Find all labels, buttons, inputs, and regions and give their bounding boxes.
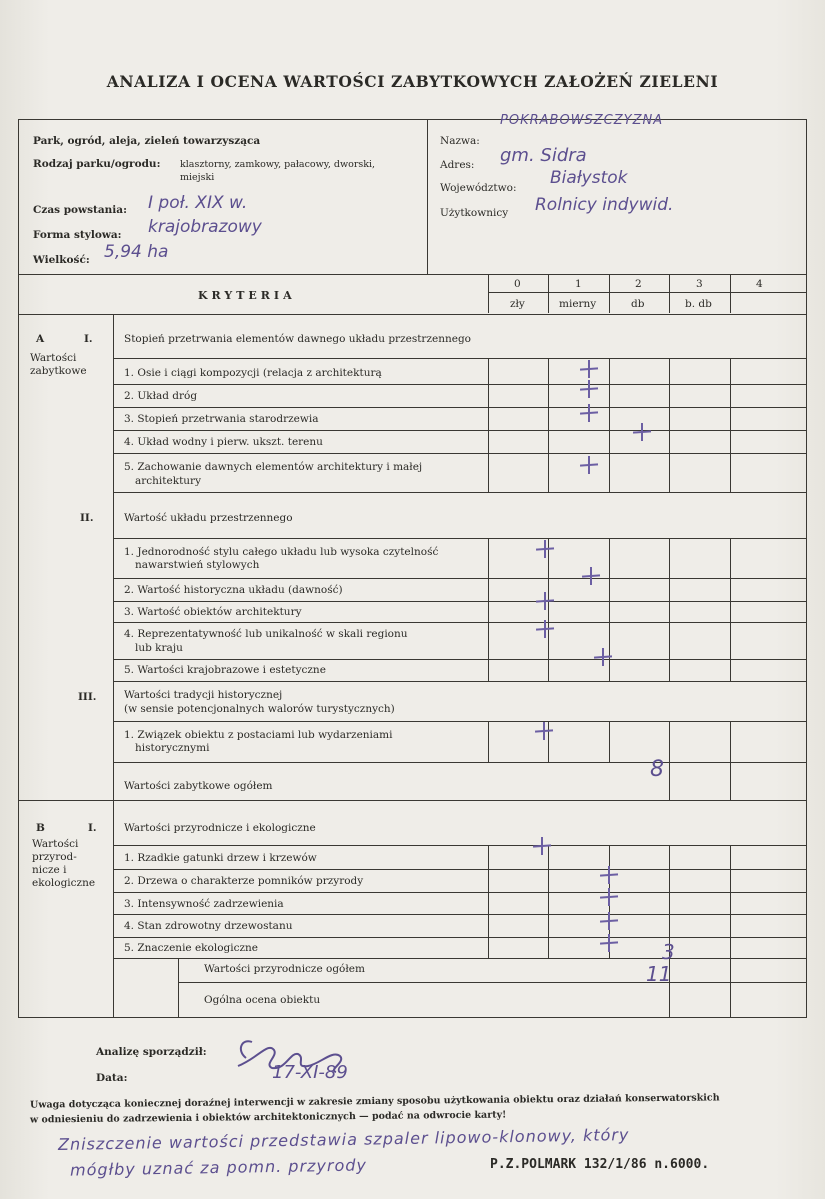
section-b-title: Wartości przyrodnicze i ekologiczne — [124, 822, 316, 834]
b-item4-mark — [600, 912, 618, 930]
score-3: 3 — [696, 278, 703, 290]
overall-label: Ogólna ocena obiektu — [204, 994, 321, 1006]
g1-row-4-bottom — [113, 453, 807, 454]
b-item-5: 5. Znaczenie ekologiczne — [124, 942, 259, 954]
category-divider — [113, 314, 114, 1017]
g1-item-1: 1. Osie i ciągi kompozycji (relacja z architekturą — [124, 367, 382, 379]
score-1: 1 — [575, 278, 582, 290]
frame-bottom — [18, 1017, 807, 1018]
park-label: Park, ogród, aleja, zieleń towarzysząca — [33, 135, 261, 147]
printer-imprint: P.Z.POLMARK 132/1/86 n.6000. — [490, 1157, 710, 1172]
g2-item-5: 5. Wartości krajobrazowe i estetyczne — [124, 664, 326, 676]
g2-item-3: 3. Wartość obiektów architektury — [124, 606, 302, 618]
czas-value: I poł. XIX w. — [148, 193, 248, 213]
g1-item5-mark — [580, 456, 598, 474]
section-a-name-2: zabytkowe — [30, 365, 87, 377]
g3-item1-mark — [535, 722, 553, 740]
czas-label: Czas powstania: — [33, 204, 127, 216]
section-b-top — [113, 845, 807, 846]
total-a-value: 8 — [650, 757, 664, 782]
g1-item3-mark — [580, 404, 598, 422]
section-a-bottom — [18, 800, 807, 801]
g3-item-1-cont: historycznymi — [135, 742, 210, 754]
score-name-1: mierny — [559, 298, 597, 310]
score-name-2: db — [631, 298, 645, 310]
b-item5-mark — [600, 934, 618, 952]
g2-item-4: 4. Reprezentatywność lub unikalność w skali regionu — [124, 628, 408, 640]
data-label: Data: — [96, 1072, 128, 1084]
g2-col-3 — [669, 538, 670, 681]
section-b-name-2: przyrod- — [32, 851, 77, 863]
b-row-3-bottom — [113, 914, 807, 915]
header-bottom — [18, 274, 807, 275]
sporzadzil-label: Analizę sporządził: — [96, 1046, 207, 1058]
b-item3-mark — [600, 888, 618, 906]
object-name-value: POKRABOWSZCZYZNA — [500, 113, 664, 128]
g2-item-4-cont: lub kraju — [135, 642, 183, 654]
g1-col-4 — [730, 358, 731, 492]
group3-title-1: Wartości tradycji historycznej — [124, 689, 283, 701]
group1-top — [113, 358, 807, 359]
g2-col-4 — [730, 538, 731, 681]
total-b-value: 3 — [662, 940, 675, 964]
uzytkownicy-value: Rolnicy indywid. — [535, 195, 674, 215]
header-divider — [427, 119, 428, 274]
total-a-box-left — [669, 762, 670, 800]
group2-title: Wartość układu przestrzennego — [124, 512, 293, 524]
g1-item4-mark — [633, 423, 651, 441]
g2-item5-mark — [594, 648, 612, 666]
g1-item-4: 4. Układ wodny i pierw. ukszt. terenu — [124, 436, 323, 448]
wielkosc-value: 5,94 ha — [104, 242, 169, 262]
frame-left — [18, 119, 19, 1017]
uwaga-line-1: Uwaga dotycząca koniecznej doraźnej interwencji w zakresie zmiany sposobu użytkowania obiektu oraz działań konserwatorskich — [29, 1092, 720, 1111]
group2-roman: II. — [80, 512, 94, 524]
score-2: 2 — [635, 278, 642, 290]
b-col-0 — [488, 845, 489, 958]
rodzaj-options-2: miejski — [180, 172, 215, 183]
rodzaj-label: Rodzaj parku/ogrodu: — [33, 158, 161, 170]
criteria-header-bottom — [18, 314, 807, 315]
frame-top — [18, 119, 807, 120]
group2-top — [113, 538, 807, 539]
section-b-name-4: ekologiczne — [32, 877, 96, 889]
section-a-name-1: Wartości — [30, 352, 77, 364]
group3-title-2: (w sensie potencjonalnych walorów turystycznych) — [124, 703, 395, 715]
g2-col-0 — [488, 538, 489, 681]
wielkosc-label: Wielkość: — [33, 254, 90, 266]
totals-b-left — [178, 958, 179, 1017]
page-title: ANALIZA I OCENA WARTOŚCI ZABYTKOWYCH ZAŁOŻEŃ ZIELENI — [106, 72, 719, 91]
g2-item2-mark — [582, 567, 600, 585]
adres-value: gm. Sidra — [500, 145, 587, 166]
g1-item-5: 5. Zachowanie dawnych elementów architektury i małej — [124, 461, 423, 473]
score-0: 0 — [514, 278, 521, 290]
g1-item1-mark — [580, 360, 598, 378]
note-line-1: Zniszczenie wartości przedstawia szpaler lipowo-klonowy, który — [57, 1125, 630, 1154]
b-row-5-bottom — [113, 958, 807, 959]
section-b-name-1: Wartości — [32, 838, 79, 850]
frame-right — [806, 119, 807, 1017]
score-col-line-0 — [488, 274, 489, 313]
score-col-line-4 — [730, 274, 731, 313]
woj-value: Białystok — [550, 168, 628, 188]
score-col-line-1 — [548, 274, 549, 313]
g2-row-1-bottom — [113, 578, 807, 579]
totals-b-box-right — [730, 958, 731, 1017]
g3-col-2 — [609, 721, 610, 762]
total-b-label: Wartości przyrodnicze ogółem — [204, 963, 365, 975]
g3-row-1-bottom — [113, 762, 807, 763]
kryteria-label: KRYTERIA — [198, 289, 296, 302]
b-row-1-bottom — [113, 869, 807, 870]
score-name-3: b. db — [685, 298, 712, 310]
note-line-2: mógłby uznać za pomn. przyrody — [69, 1155, 368, 1180]
total-a-box-right — [730, 762, 731, 800]
g3-col-0 — [488, 721, 489, 762]
rodzaj-options: klasztorny, zamkowy, pałacowy, dworski, — [180, 159, 376, 170]
section-b-roman: I. — [88, 822, 97, 834]
section-a-roman: I. — [84, 333, 93, 345]
adres-label: Adres: — [440, 159, 475, 171]
g1-col-2 — [609, 358, 610, 492]
b-item1-mark — [533, 837, 551, 855]
g1-col-0 — [488, 358, 489, 492]
b-col-4 — [730, 845, 731, 958]
total-a-label: Wartości zabytkowe ogółem — [124, 780, 273, 792]
g1-col-3 — [669, 358, 670, 492]
score-col-line-3 — [669, 274, 670, 313]
b-col-1 — [548, 845, 549, 958]
g1-item-2: 2. Układ dróg — [124, 390, 198, 402]
score-name-0: zły — [510, 298, 525, 310]
g3-item-1: 1. Związek obiektu z postaciami lub wydarzeniami — [124, 729, 393, 741]
score-4: 4 — [756, 278, 763, 290]
forma-value: krajobrazowy — [148, 217, 262, 237]
g1-row-2-bottom — [113, 407, 807, 408]
g1-item-3: 3. Stopień przetrwania starodrzewia — [124, 413, 319, 425]
b-item-3: 3. Intensywność zadrzewienia — [124, 898, 284, 910]
g2-row-4-bottom — [113, 659, 807, 660]
g1-row-1-bottom — [113, 384, 807, 385]
g3-col-4 — [730, 721, 731, 762]
g1-row-5-bottom — [113, 492, 807, 493]
group1-title: Stopień przetrwania elementów dawnego układu przestrzennego — [124, 333, 471, 345]
uwaga-line-2: w odniesieniu do zadrzewienia i obiektów architektonicznych — podać na odwrocie karty! — [29, 1109, 507, 1126]
b-item-2: 2. Drzewa o charakterze pomników przyrody — [124, 875, 364, 887]
nazwa-label: Nazwa: — [440, 135, 480, 147]
overall-value: 11 — [646, 962, 672, 986]
g2-item-1-cont: nawarstwień stylowych — [135, 559, 260, 571]
section-b-name-3: nicze i — [32, 864, 67, 876]
woj-label: Województwo: — [440, 182, 517, 194]
g2-row-2-bottom — [113, 601, 807, 602]
data-value: 17-XI-89 — [272, 1062, 348, 1083]
g1-row-3-bottom — [113, 430, 807, 431]
g2-row-5-bottom — [113, 681, 807, 682]
g1-col-1 — [548, 358, 549, 492]
g2-item-2: 2. Wartość historyczna układu (dawność) — [124, 584, 343, 596]
group3-roman: III. — [78, 691, 97, 703]
section-b-letter: B — [36, 822, 45, 834]
score-col-line-2 — [609, 274, 610, 313]
b-row-2-bottom — [113, 892, 807, 893]
g3-col-3 — [669, 721, 670, 762]
g2-item1-mark — [536, 540, 554, 558]
g2-item4-mark — [536, 620, 554, 638]
b-item-4: 4. Stan zdrowotny drzewostanu — [124, 920, 293, 932]
g2-item-1: 1. Jednorodność stylu całego układu lub wysoka czytelność — [124, 546, 439, 558]
g2-item3-mark — [536, 592, 554, 610]
forma-label: Forma stylowa: — [33, 229, 122, 241]
total-b-bottom — [178, 982, 807, 983]
score-header-divider — [488, 292, 807, 293]
g1-item2-mark — [580, 380, 598, 398]
section-a-letter: A — [36, 333, 45, 345]
b-row-4-bottom — [113, 937, 807, 938]
group3-top — [113, 721, 807, 722]
b-item-1: 1. Rzadkie gatunki drzew i krzewów — [124, 852, 317, 864]
uzytkownicy-label: Użytkownicy — [440, 207, 509, 219]
b-item2-mark — [600, 866, 618, 884]
g2-row-3-bottom — [113, 622, 807, 623]
g1-item-5-cont: architektury — [135, 475, 202, 487]
